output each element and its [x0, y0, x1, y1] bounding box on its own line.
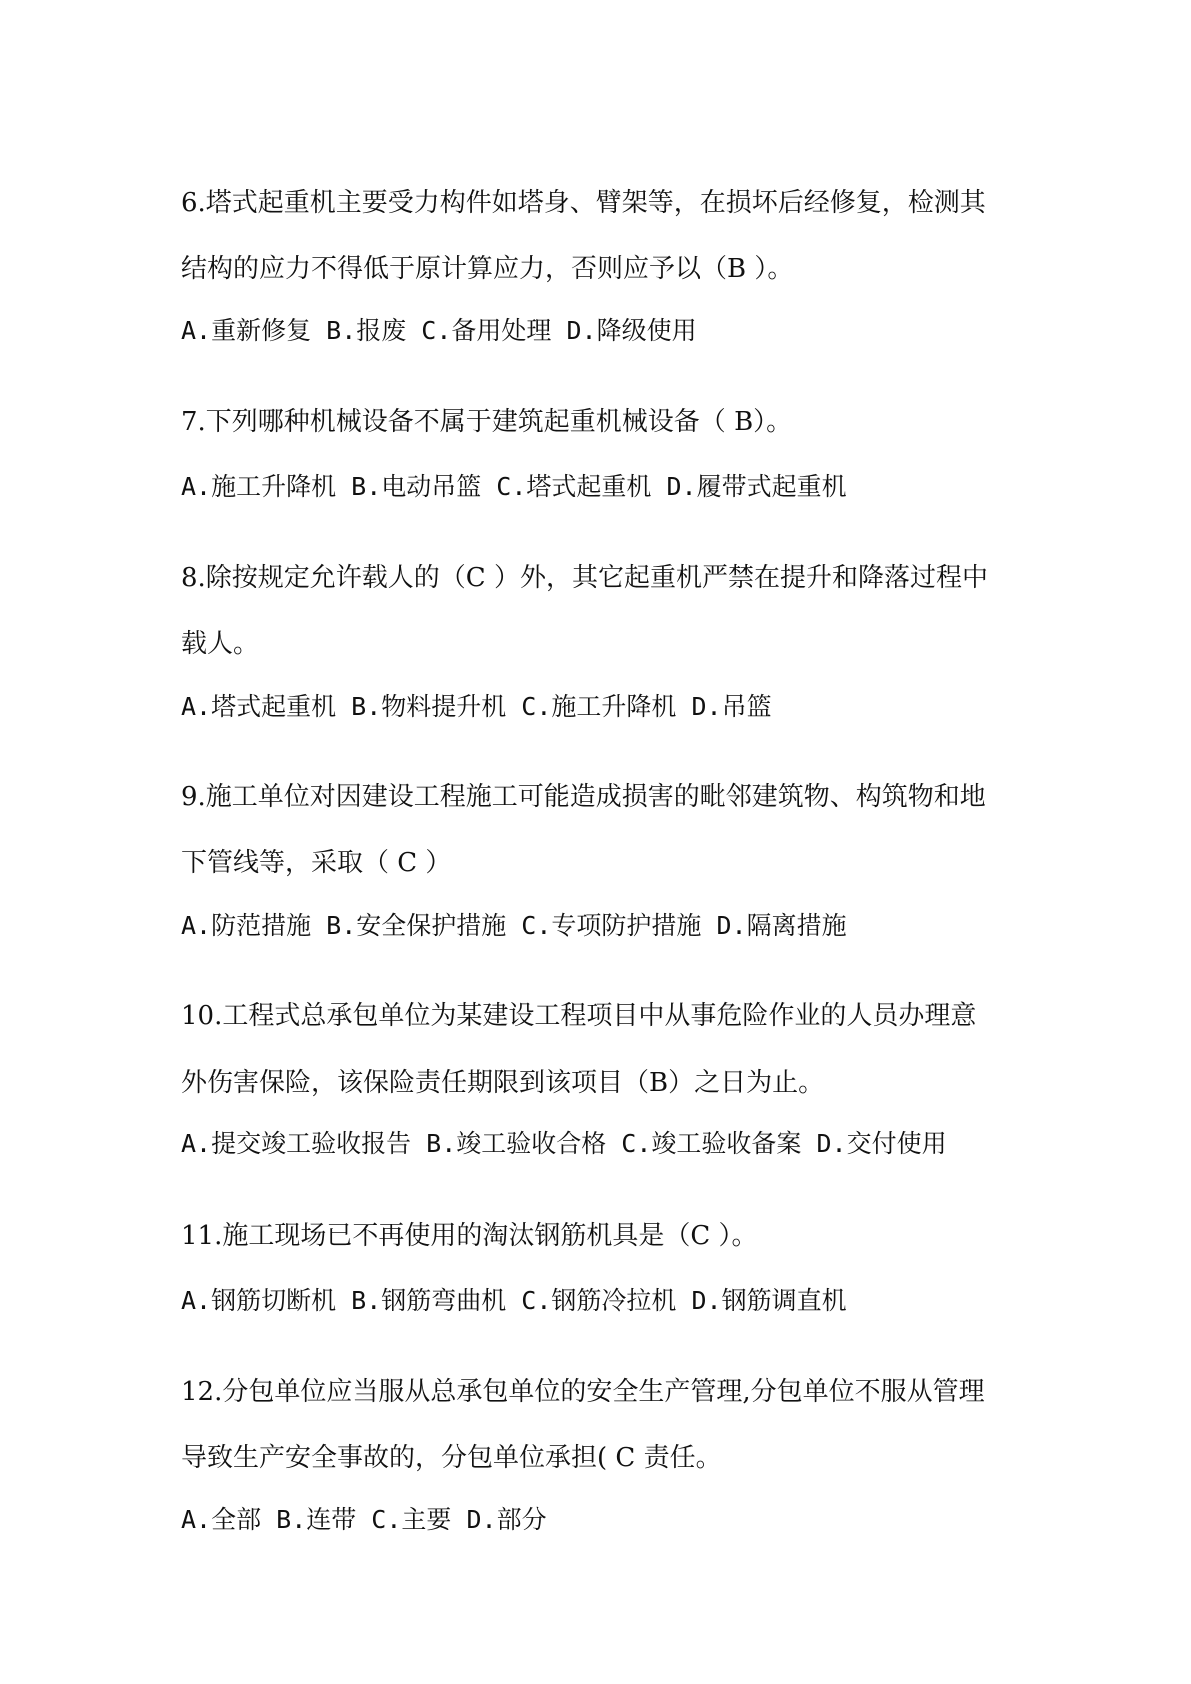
question-7-line-1: 7.下列哪种机械设备不属于建筑起重机械设备（ B）。 [181, 407, 793, 437]
question-6-options: A.重新修复 B.报废 C.备用处理 D.降级使用 [181, 316, 697, 345]
question-11-line-1: 11.施工现场已不再使用的淘汰钢筋机具是（C ）。 [181, 1221, 758, 1251]
question-12-options: A.全部 B.连带 C.主要 D.部分 [181, 1505, 547, 1534]
question-8-line-2: 载人。 [181, 629, 260, 659]
question-9-line-2: 下管线等，采取（ C ） [181, 848, 452, 878]
question-12-line-1: 12.分包单位应当服从总承包单位的安全生产管理,分包单位不服从管理 [181, 1377, 985, 1407]
question-6-line-2: 结构的应力不得低于原计算应力，否则应予以（B ）。 [181, 254, 794, 284]
question-9-options: A.防范措施 B.安全保护措施 C.专项防护措施 D.隔离措施 [181, 911, 847, 940]
question-8-options: A.塔式起重机 B.物料提升机 C.施工升降机 D.吊篮 [181, 692, 772, 721]
question-11-options: A.钢筋切断机 B.钢筋弯曲机 C.钢筋冷拉机 D.钢筋调直机 [181, 1286, 847, 1315]
question-7-options: A.施工升降机 B.电动吊篮 C.塔式起重机 D.履带式起重机 [181, 472, 847, 501]
question-10-line-1: 10.工程式总承包单位为某建设工程项目中从事危险作业的人员办理意 [181, 1001, 977, 1031]
question-10-options: A.提交竣工验收报告 B.竣工验收合格 C.竣工验收备案 D.交付使用 [181, 1129, 947, 1158]
question-8-line-1: 8.除按规定允许载人的（C ）外，其它起重机严禁在提升和降落过程中 [181, 563, 988, 593]
question-6-line-1: 6.塔式起重机主要受力构件如塔身、臂架等，在损坏后经修复，检测其 [181, 188, 986, 218]
question-12-line-2: 导致生产安全事故的，分包单位承担( C 责任。 [181, 1443, 722, 1473]
question-10-line-2: 外伤害保险，该保险责任期限到该项目（B）之日为止。 [181, 1068, 825, 1098]
question-9-line-1: 9.施工单位对因建设工程施工可能造成损害的毗邻建筑物、构筑物和地 [181, 782, 986, 812]
